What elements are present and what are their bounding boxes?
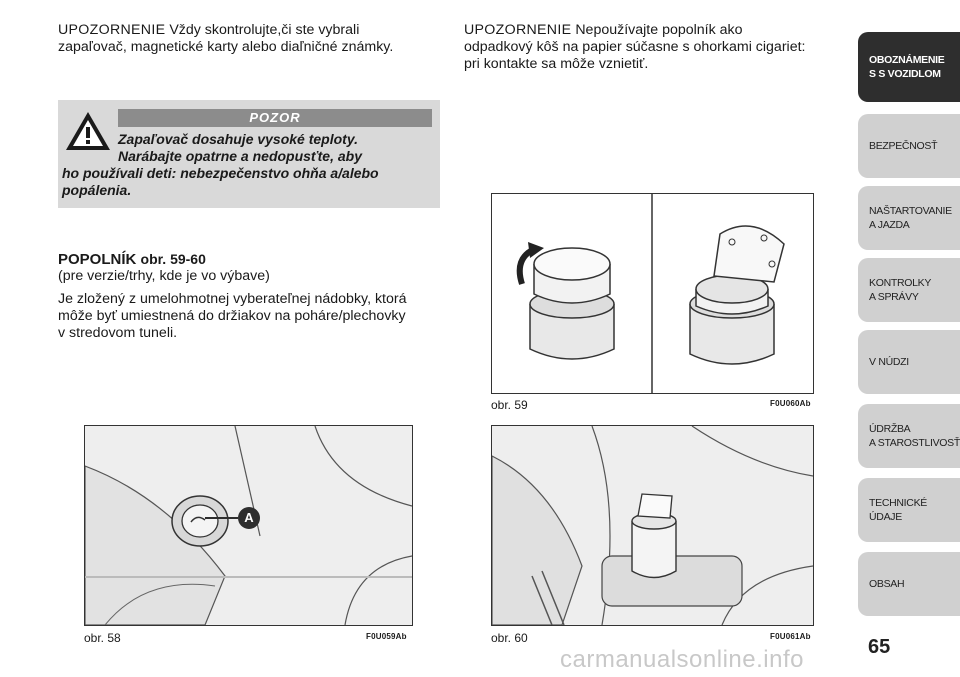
upozornenie-text: pri kontakte sa môže vznietiť.	[464, 56, 649, 72]
tab-label: TECHNICKÉ	[869, 497, 927, 509]
pozor-line: ho používali deti: nebezpečenstvo ohňa a/alebo	[62, 165, 379, 181]
tab-label: OBSAH	[869, 578, 905, 590]
figure-60-code: F0U061Ab	[770, 632, 811, 641]
upozornenie-text: odpadkový kôš na papier súčasne s ohorkami cigariet:	[464, 39, 806, 55]
tab-obsah[interactable]	[858, 552, 960, 616]
tab-label: BEZPEČNOSŤ	[869, 140, 938, 152]
tab-technicke[interactable]	[858, 478, 960, 542]
figure-58-label: obr. 58	[84, 631, 121, 645]
callout-leader-line	[205, 517, 238, 519]
tab-label: ÚDAJE	[869, 511, 902, 523]
tab-label: A JAZDA	[869, 219, 910, 231]
tab-udrzba[interactable]	[858, 404, 960, 468]
tab-label: ÚDRŽBA	[869, 423, 911, 435]
popolnik-section	[58, 251, 453, 342]
tab-v-nudzi[interactable]	[858, 330, 960, 394]
section-title: POPOLNÍK	[58, 251, 137, 268]
pozor-line: Narábajte opatrne a nedopusťte, aby	[118, 148, 362, 164]
section-ref: obr. 59-60	[140, 251, 206, 267]
tab-oboznamenie[interactable]	[858, 32, 960, 102]
figure-59-code: F0U060Ab	[770, 399, 811, 408]
tab-label: S S VOZIDLOM	[869, 68, 941, 80]
pozor-title: POZOR	[118, 109, 432, 127]
body-line: v stredovom tuneli.	[58, 325, 178, 341]
section-subtitle: (pre verzie/trhy, kde je vo výbave)	[58, 268, 270, 284]
body-line: môže byť umiestnená do držiakov na poháre/plechovky	[58, 308, 406, 324]
watermark-text: carmanualsonline.info	[560, 646, 804, 673]
upozornenie-right	[464, 22, 854, 73]
body-line: Je zložený z umelohmotnej vyberateľnej nádobky, ktorá	[58, 291, 407, 307]
tab-label: V NÚDZI	[869, 356, 909, 368]
figure-59-label: obr. 59	[491, 398, 528, 412]
tab-bezpecnost[interactable]	[858, 114, 960, 178]
figure-58-code: F0U059Ab	[366, 632, 407, 641]
tab-label: A STAROSTLIVOSŤ	[869, 437, 960, 449]
upozornenie-keyword: UPOZORNENIE	[464, 22, 572, 38]
upozornenie-text: zapaľovač, magnetické karty alebo diaľničné známky.	[58, 39, 394, 55]
upozornenie-text: Vždy skontrolujte,či ste vybrali	[169, 22, 360, 38]
upozornenie-left	[58, 22, 448, 56]
callout-a-badge: A	[238, 507, 260, 529]
figure-60-image	[491, 425, 814, 626]
tab-nastartovanie[interactable]	[858, 186, 960, 250]
figure-59-image	[491, 193, 814, 394]
tab-label: NAŠTARTOVANIE	[869, 205, 952, 217]
pozor-line: popálenia.	[62, 182, 132, 198]
tab-kontrolky[interactable]	[858, 258, 960, 322]
pozor-line: Zapaľovač dosahuje vysoké teploty.	[118, 131, 358, 147]
tab-label: OBOZNÁMENIE	[869, 54, 945, 66]
upozornenie-text: Nepoužívajte popolník ako	[575, 22, 743, 38]
warning-triangle-icon	[64, 109, 112, 158]
tab-label: A SPRÁVY	[869, 291, 919, 303]
figure-60-label: obr. 60	[491, 631, 528, 645]
tab-label: KONTROLKY	[869, 277, 932, 289]
page-number: 65	[868, 636, 891, 658]
upozornenie-keyword: UPOZORNENIE	[58, 22, 166, 38]
